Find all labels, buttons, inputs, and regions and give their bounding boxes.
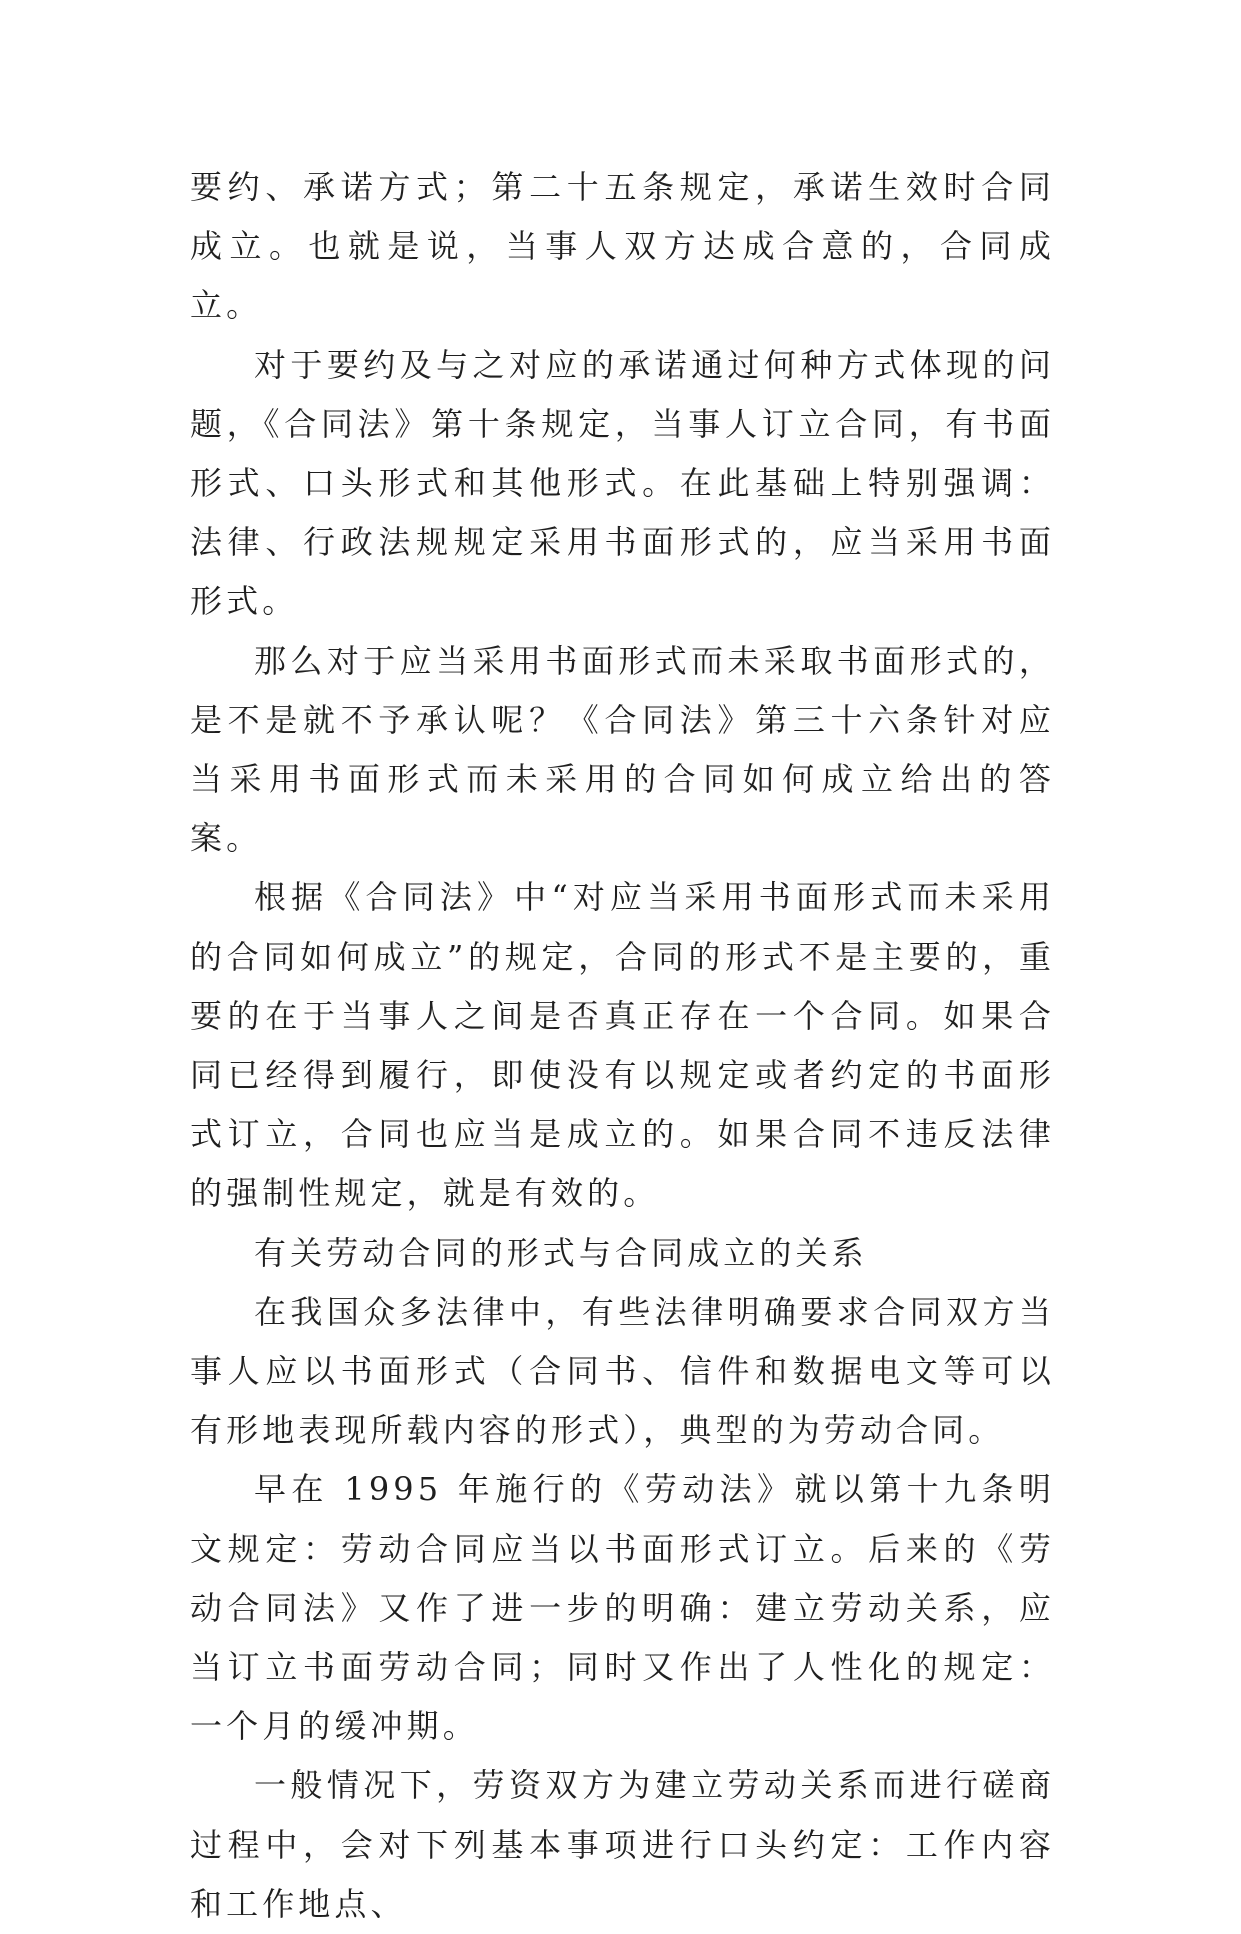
paragraph-continued: 要约、承诺方式；第二十五条规定，承诺生效时合同成立。也就是说，当事人双方达成合意的，合同成立。 [190,168,1055,325]
paragraph: 根据《合同法》中“对应当采用书面形式而未采用的合同如何成立”的规定，合同的形式不是主要的，重要的在于当事人之间是否真正存在一个合同。如果合同已经得到履行，即使没有以规定或者约定的书面形式订立，合同也应当是成立的。如果合同不违反法律的强制性规定，就是有效的。 [190,878,1055,1213]
paragraph: 早在 1995 年施行的《劳动法》就以第十九条明文规定：劳动合同应当以书面形式订立。后来的《劳动合同法》又作了进一步的明确：建立劳动关系，应当订立书面劳动合同；同时又作出了人性化的规定：一个月的缓冲期。 [190,1470,1055,1746]
paragraph: 对于要约及与之对应的承诺通过何种方式体现的问题，《合同法》第十条规定，当事人订立合同，有书面形式、口头形式和其他形式。在此基础上特别强调：法律、行政法规规定采用书面形式的，应当采用书面形式。 [190,345,1055,621]
paragraph: 在我国众多法律中，有些法律明确要求合同双方当事人应以书面形式（合同书、信件和数据电文等可以有形地表现所载内容的形式），典型的为劳动合同。 [190,1292,1055,1450]
paragraph: 那么对于应当采用书面形式而未采取书面形式的，是不是就不予承认呢？《合同法》第三十六条针对应当采用书面形式而未采用的合同如何成立给出的答案。 [190,641,1055,858]
document-body [190,158,1055,1934]
section-heading: 有关劳动合同的形式与合同成立的关系 [254,1233,868,1272]
paragraph: 一般情况下，劳资双方为建立劳动关系而进行磋商过程中，会对下列基本事项进行口头约定：工作内容和工作地点、 [190,1766,1055,1923]
